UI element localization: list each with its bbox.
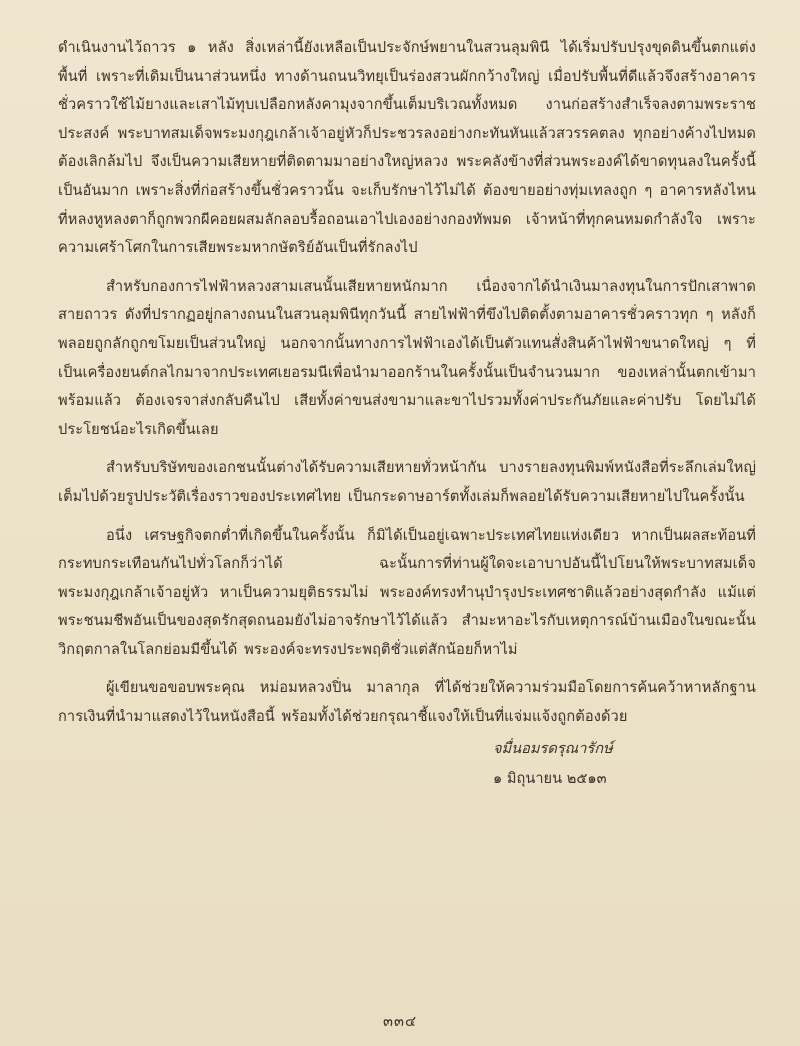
page-number: ๓๓๔ xyxy=(383,1013,417,1030)
paragraph-4: อนึ่ง เศรษฐกิจตกต่ำที่เกิดขึ้นในครั้งนั้น ก็มิได้เป็นอยู่เฉพาะประเทศไทยแห่งเดียว หากเป็นผลสะท้อนที่กระทบกระเทือนกันไปทั่วโลกก็ว่าได้ ฉะนั้นการที่ท่านผู้ใดจะเอาบาปอันนี้ไปโยนให้พระบาทสมเด็จพระมงกุฎเกล้าเจ้าอยู่หัว หาเป็นความยุติธรรมไม่ พระองค์ทรงทำนุบำรุงประเทศชาติแล้วอย่างสุดกำลัง แม้แต่พระชนมชีพอันเป็นของสุดรักสุดถนอมยังไม่อาจรักษาไว้ได้แล้ว สำมะหาอะไรกับเหตุการณ์บ้านเมืองในขณะนั้น วิกฤตกาลในโลกย่อมมีขึ้นได้ พระองค์จะทรงประพฤติชั่วแต่สักน้อยก็หาไม่ xyxy=(58,526,756,658)
paragraph-5: ผู้เขียนขอขอบพระคุณ หม่อมหลวงปิ่น มาลากุล ที่ได้ช่วยให้ความร่วมมือโดยการค้นคว้าหาหลักฐานการเงินที่นำมาแสดงไว้ในหนังสือนี้ พร้อมทั้งได้ช่วยกรุณาชี้แจงให้เป็นที่แจ่มแจ้งถูกต้องด้วย xyxy=(58,679,756,726)
paragraph-3: สำหรับบริษัทของเอกชนนั้นต่างได้รับความเสียหายทั่วหน้ากัน บางรายลงทุนพิมพ์หนังสือที่ระลึกเล่มใหญ่ เต็มไปด้วยรูปประวัติเรื่องราวของประเทศไทย เป็นกระดาษอาร์ตทั้งเล่มก็พลอยได้รับความเสียหายไปในครั้งนั้น xyxy=(58,459,756,505)
signature-name: จมื่นอมรดรุณารักษ์ xyxy=(493,739,613,757)
paragraph-2: สำหรับกองการไฟฟ้าหลวงสามเสนนั้นเสียหายหนักมาก เนื่องจากได้นำเงินมาลงทุนในการปักเสาพาดสายถาวร ดังที่ปรากฏอยู่กลางถนนในสวนลุมพินีทุกวันนี้ สายไฟฟ้าที่ขึงไปติดตั้งตามอาคารชั่วคราวทุก ๆ หลังก็พลอยถูกลักถูกขโมยเป็นส่วนใหญ่ นอกจากนั้นทางการไฟฟ้าเองได้เป็นตัวแทนสั่งสินค้าไฟฟ้าขนาดใหญ่ ๆ ที่เป็นเครื่องยนต์กลไกมาจากประเทศเยอรมนีเพื่อนำมาออกร้านในครั้งนั้นเป็นจำนวนมาก ของเหล่านั้นตกเข้ามาพร้อมแล้ว ต้องเจรจาส่งกลับคืนไป เสียทั้งค่าขนส่งขามาและขาไปรวมทั้งค่าประกันภัยและค่าปรับ โดยไม่ได้ประโยชน์อะไรเกิดขึ้นเลย xyxy=(58,277,756,438)
signature-block xyxy=(493,734,756,794)
paragraph-1: ดำเนินงานไว้ถาวร ๑ หลัง สิ่งเหล่านี้ยังเหลือเป็นประจักษ์พยานในสวนลุมพินี ได้เริ่มปรับปรุงขุดดินขึ้นตกแต่งพื้นที่ เพราะที่เดิมเป็นนาส่วนหนึ่ง ทางด้านถนนวิทยุเป็นร่องสวนผักกว้างใหญ่ เมื่อปรับพื้นที่ดีแล้วจึงสร้างอาคารชั่วคราวใช้ไม้ยางและเสาไม้ทุบเปลือกหลังคามุงจากขึ้นเต็มบริเวณทั้งหมด งานก่อสร้างสำเร็จลงตามพระราชประสงค์ พระบาทสมเด็จพระมงกุฎเกล้าเจ้าอยู่หัวก็ประชวรลงอย่างกะทันหันแล้วสวรรคตลง ทุกอย่างค้างไปหมด ต้องเลิกล้มไป จึงเป็นความเสียหายที่ติดตามมาอย่างใหญ่หลวง พระคลังข้างที่ส่วนพระองค์ได้ขาดทุนลงในครั้งนี้เป็นอันมาก เพราะสิ่งที่ก่อสร้างขึ้นชั่วคราวนั้น จะเก็บรักษาไว้ไม่ได้ ต้องขายอย่างทุ่มเทลงถูก ๆ อาคารหลังไหนที่หลงหูหลงตาก็ถูกพวกผีคอยผสมลักลอบรื้อถอนเอาไปเองอย่างกองทัพมด เจ้าหน้าที่ทุกคนหมดกำลังใจ เพราะความเศร้าโศกในการเสียพระมหากษัตริย์อันเป็นที่รักลงไป xyxy=(58,39,756,257)
signature-date: ๑ มิถุนายน ๒๕๑๓ xyxy=(493,769,607,787)
